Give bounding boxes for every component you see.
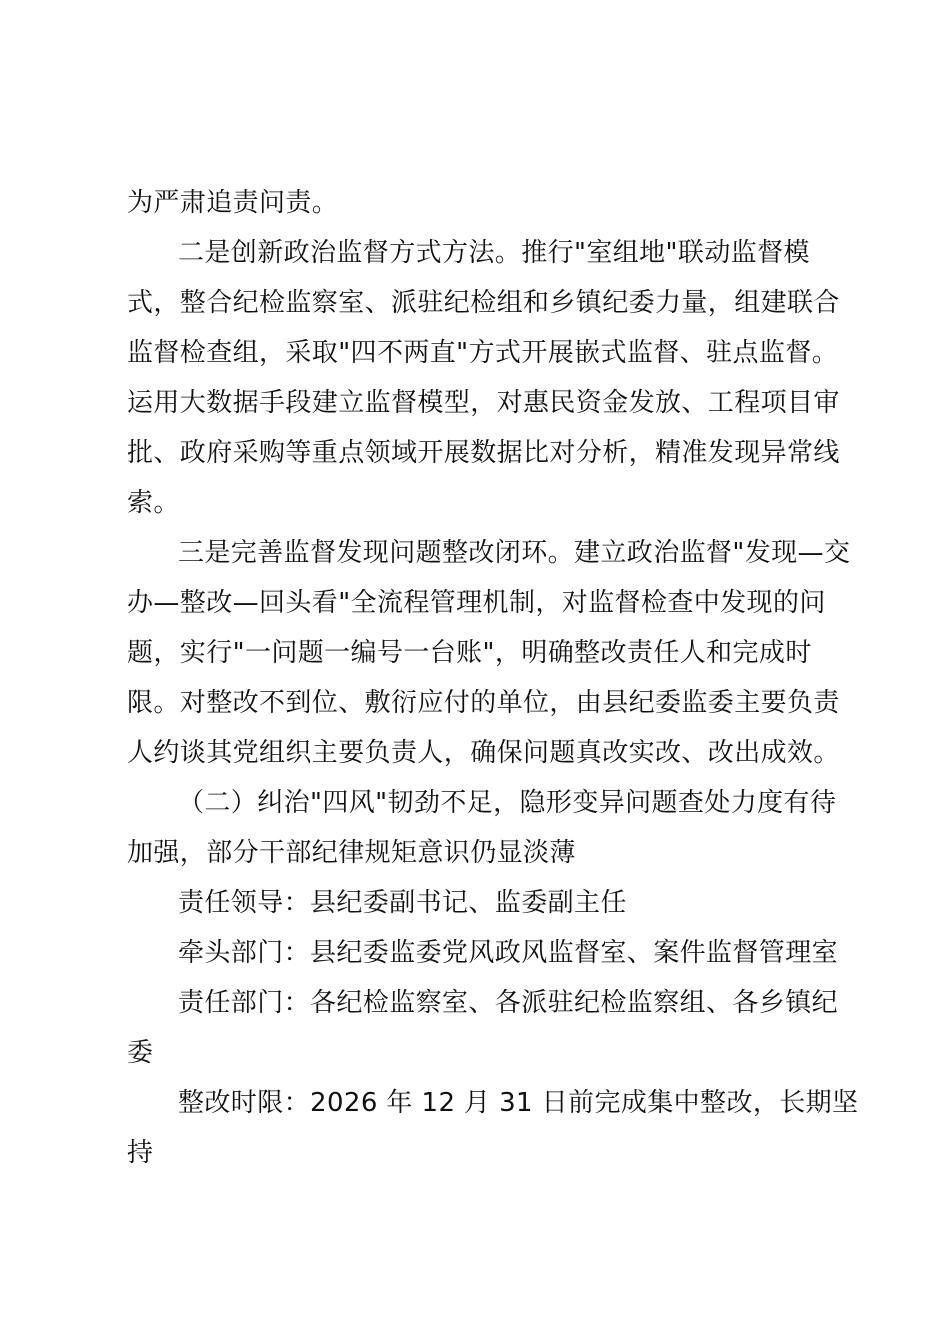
text-line-6: 批、政府采购等重点领域开展数据比对分析，精准发现异常线 <box>127 438 840 468</box>
text-line-18: 委 <box>127 1038 154 1068</box>
text-line-16: 牵头部门：县纪委监委党风政风监督室、案件监督管理室 <box>178 938 839 968</box>
text-line-7: 索。 <box>127 488 180 518</box>
text-line-12: 人约谈其党组织主要负责人，确保问题真改实改、改出成效。 <box>127 738 840 768</box>
text-line-8: 三是完善监督发现问题整改闭环。建立政治监督"发现—交 <box>178 538 851 568</box>
text-line-15: 责任领导：县纪委副书记、监委副主任 <box>178 888 627 918</box>
text-line-4: 监督检查组，采取"四不两直"方式开展嵌式监督、驻点监督。 <box>127 338 839 368</box>
text-line-3: 式，整合纪检监察室、派驻纪检组和乡镇纪委力量，组建联合 <box>127 288 840 318</box>
text-line-11: 限。对整改不到位、敷衍应付的单位，由县纪委监委主要负责 <box>127 688 840 718</box>
text-line-14: 加强，部分干部纪律规矩意识仍显淡薄 <box>127 838 576 868</box>
text-line-1: 为严肃追责问责。 <box>127 188 339 218</box>
text-line-5: 运用大数据手段建立监督模型，对惠民资金发放、工程项目审 <box>127 388 840 418</box>
text-line-13: （二）纠治"四风"韧劲不足，隐形变异问题查处力度有待 <box>178 788 837 818</box>
text-line-9: 办—整改—回头看"全流程管理机制，对监督检查中发现的问 <box>127 588 826 618</box>
text-line-10: 题，实行"一问题一编号一台账"，明确整改责任人和完成时 <box>127 638 812 668</box>
text-line-20: 持 <box>127 1138 154 1168</box>
text-line-2: 二是创新政治监督方式方法。推行"室组地"联动监督模 <box>178 238 810 268</box>
text-line-19: 整改时限：2026 年 12 月 31 日前完成集中整改，长期坚 <box>178 1088 859 1118</box>
text-line-17: 责任部门：各纪检监察室、各派驻纪检监察组、各乡镇纪 <box>178 988 839 1018</box>
